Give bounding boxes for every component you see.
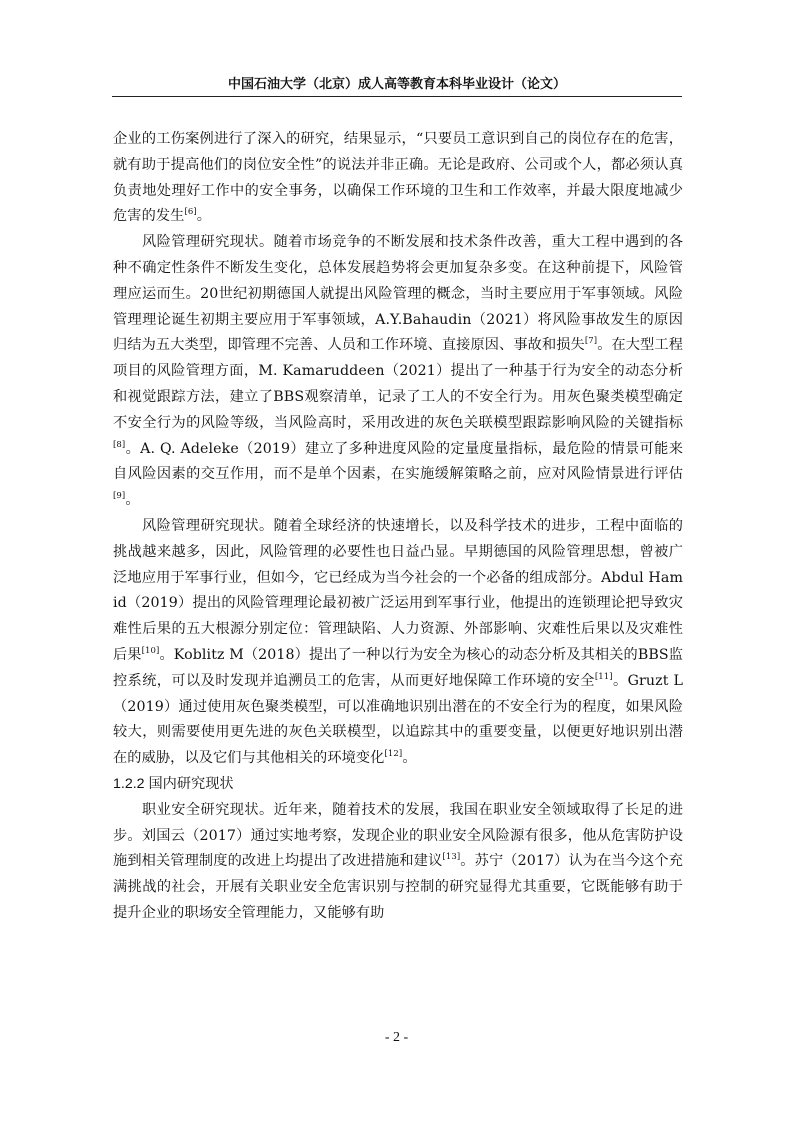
paragraph-3-part-4: 。 xyxy=(402,750,417,767)
paragraph-2 xyxy=(113,230,683,514)
paragraph-4-part-2: 。苏宁（2017）认为在当今这个充满挑战的社会，开展有关职业安全危害识别与控制的研究显得尤其重要，它既能够有助于提升企业的职场安全管理能力，又能够有助 xyxy=(113,853,683,921)
citation-13: [13] xyxy=(442,852,461,863)
citation-10: [10] xyxy=(141,645,160,656)
paragraph-3-part-1: 风险管理研究现状。随着全球经济的快速增长，以及科学技术的进步，工程中面临的挑战越来越多，因此，风险管理的必要性也日益凸显。早期德国的风险管理思想，曾被广泛地应用于军事行业，但如今，它已经成为当今社会的一个必备的组成部分。Abdul Hamid（2019）提出的风险管理理论最初被广泛运用到军事行业，他提出的连锁理论把导致灾难性后果的五大根源分别定位：管理缺陷、人力资源、外部影响、灾难性后果以及灾难性后果 xyxy=(113,517,683,663)
paragraph-1-tail: 。 xyxy=(196,208,212,225)
citation-12: [12] xyxy=(384,749,403,760)
paragraph-2-part-1: 风险管理研究现状。随着市场竞争的不断发展和技术条件改善，重大工程中遇到的各种不确定性条件不断发生变化，总体发展趋势将会更加复杂多变。在这种前提下，风险管理应运而生。20世纪初期德国人就提出风险管理的概念，当时主要应用于军事领域。风险管理理论诞生初期主要应用于军事领域，A.Y.Bahaudin（2021）将风险事故发生的原因归结为五大类型，即管理不完善、人员和工作环境、直接原因、事故和损失 xyxy=(113,234,683,354)
citation-6: [6] xyxy=(184,207,197,218)
paragraph-3-part-3: 。Gruzt L（2019）通过使用灰色聚类模型，可以准确地识别出潜在的不安全行为的程度，如果风险较大，则需要使用更先进的灰色关联模型，以追踪其中的重要变量，以便更好地识别出潜在的威胁，以及它们与其他相关的环境变化 xyxy=(113,672,683,767)
header-divider xyxy=(112,96,682,97)
citation-7: [7] xyxy=(584,336,598,347)
paragraph-3-part-2: 。Koblitz M（2018）提出了一种以行为安全为核心的动态分析及其相关的BBS监控系统，可以及时发现并追溯员工的危害，从而更好地保障工作环境的安全 xyxy=(113,646,684,689)
paragraph-2-part-3: 。A. Q. Adeleke（2019）建立了多种进度风险的定量度量指标，最危险的情景可能来自风险因素的交互作用，而不是单个因素，在实施缓解策略之前，应对风险情景进行评估 xyxy=(113,440,683,483)
page-number: - 2 - xyxy=(384,1030,409,1045)
citation-9: [9] xyxy=(113,491,126,502)
paragraph-2-part-2: 。在大型工程项目的风险管理方面，M. Kamaruddeen（2021）提出了一种基于行为安全的动态分析和视觉跟踪方法，建立了BBS观察清单，记录了工人的不安全行为。用灰色聚类模型确定不安全行为的风险等级，当风险高时，采用改进的灰色关联模型跟踪影响风险的关键指标 xyxy=(113,337,683,431)
paragraph-4 xyxy=(113,798,683,927)
citation-11: [11] xyxy=(594,671,613,682)
citation-8: [8] xyxy=(113,439,126,450)
paragraph-4-part-1: 职业安全研究现状。近年来，随着技术的发展，我国在职业安全领域取得了长足的进步。刘国云（2017）通过实地考察，发现企业的职业安全风险源有很多，他从危害防护设施到相关管理制度的改进上均提出了改进措施和建议 xyxy=(113,801,683,870)
paragraph-1 xyxy=(113,127,683,230)
section-heading: 1.2.2 国内研究现状 xyxy=(113,775,234,792)
paragraph-1-text: 企业的工伤案例进行了深入的研究，结果显示，“只要员工意识到自己的岗位存在的危害，就有助于提高他们的岗位安全性”的说法并非正确。无论是政府、公司或个人，都必须认真负责地处理好工作中的安全事务，以确保工作环境的卫生和工作效率，并最大限度地减少危害的发生 xyxy=(113,131,683,225)
paragraph-3 xyxy=(113,514,683,772)
paragraph-2-part-4: 。 xyxy=(125,492,140,509)
running-header-title: 中国石油大学（北京）成人高等教育本科毕业设计（论文） xyxy=(227,77,566,92)
body-text xyxy=(113,127,683,927)
